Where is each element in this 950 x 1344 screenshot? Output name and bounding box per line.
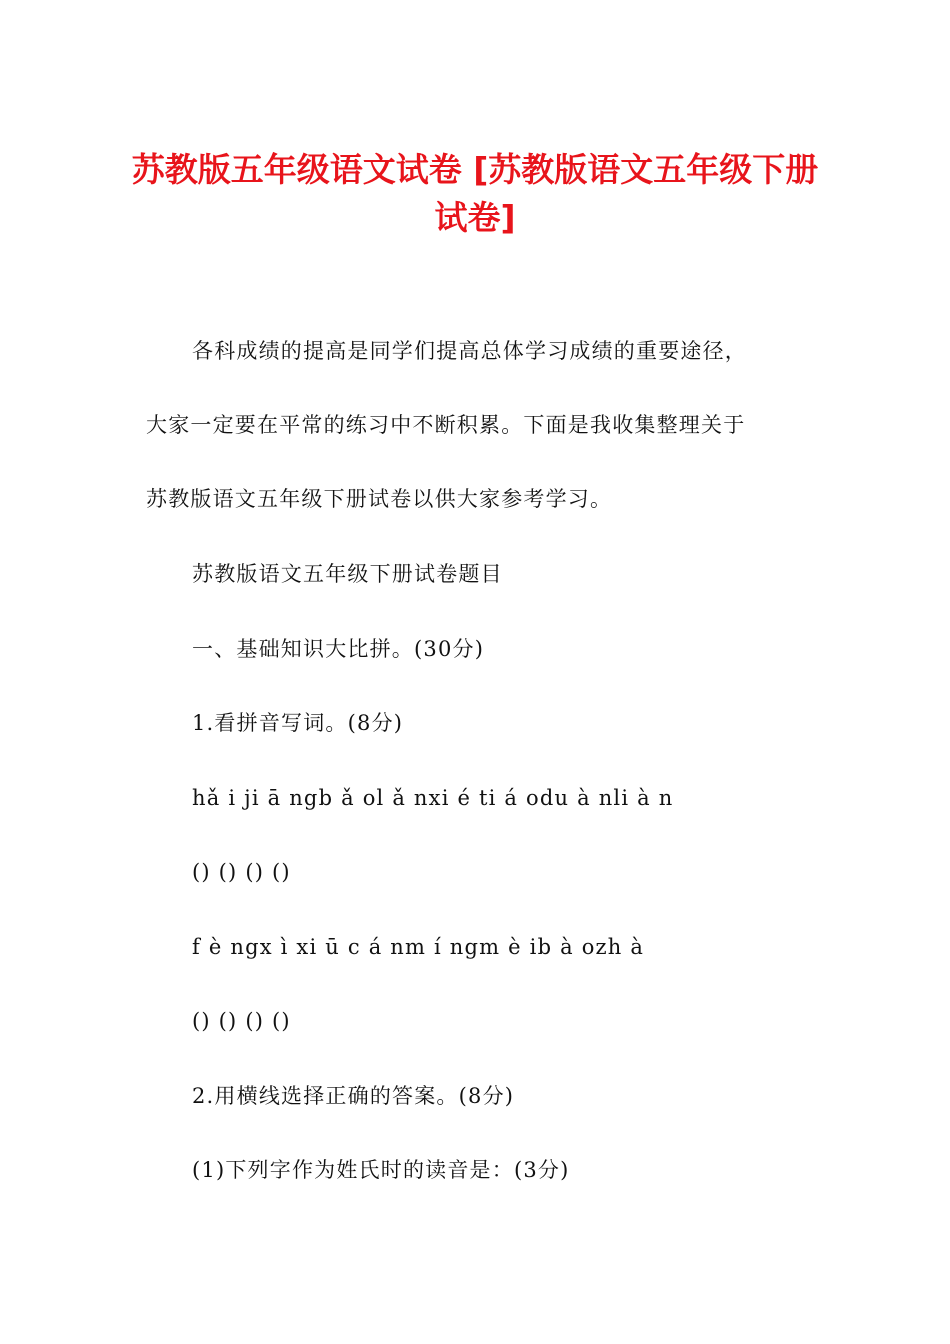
part-one-heading: 一、基础知识大比拼。(30分) [192, 637, 485, 661]
intro-line-1: 各科成绩的提高是同学们提高总体学习成绩的重要途径， [192, 339, 747, 363]
pinyin-row-1: hǎ i ji ā ngb ǎ ol ǎ nxi é ti á odu à nli à n [192, 786, 674, 810]
answer-blanks-row-2: () () () () [192, 1009, 291, 1033]
document-title: 苏教版五年级语文试卷 [苏教版语文五年级下册试卷] [131, 150, 819, 237]
question-1-heading: 1.看拼音写词。(8分) [192, 711, 404, 735]
question-2-1: (1)下列字作为姓氏时的读音是：(3分) [192, 1158, 570, 1182]
intro-line-3: 苏教版语文五年级下册试卷以供大家参考学习。 [146, 487, 613, 511]
section-heading: 苏教版语文五年级下册试卷题目 [192, 562, 503, 586]
answer-blanks-row-1: () () () () [192, 860, 291, 884]
pinyin-row-2: f è ngx ì xi ū c á nm í ngm è ib à ozh à [192, 935, 645, 959]
intro-line-2: 大家一定要在平常的练习中不断积累。下面是我收集整理关于 [146, 413, 746, 437]
question-2-heading: 2.用横线选择正确的答案。(8分) [192, 1084, 515, 1108]
